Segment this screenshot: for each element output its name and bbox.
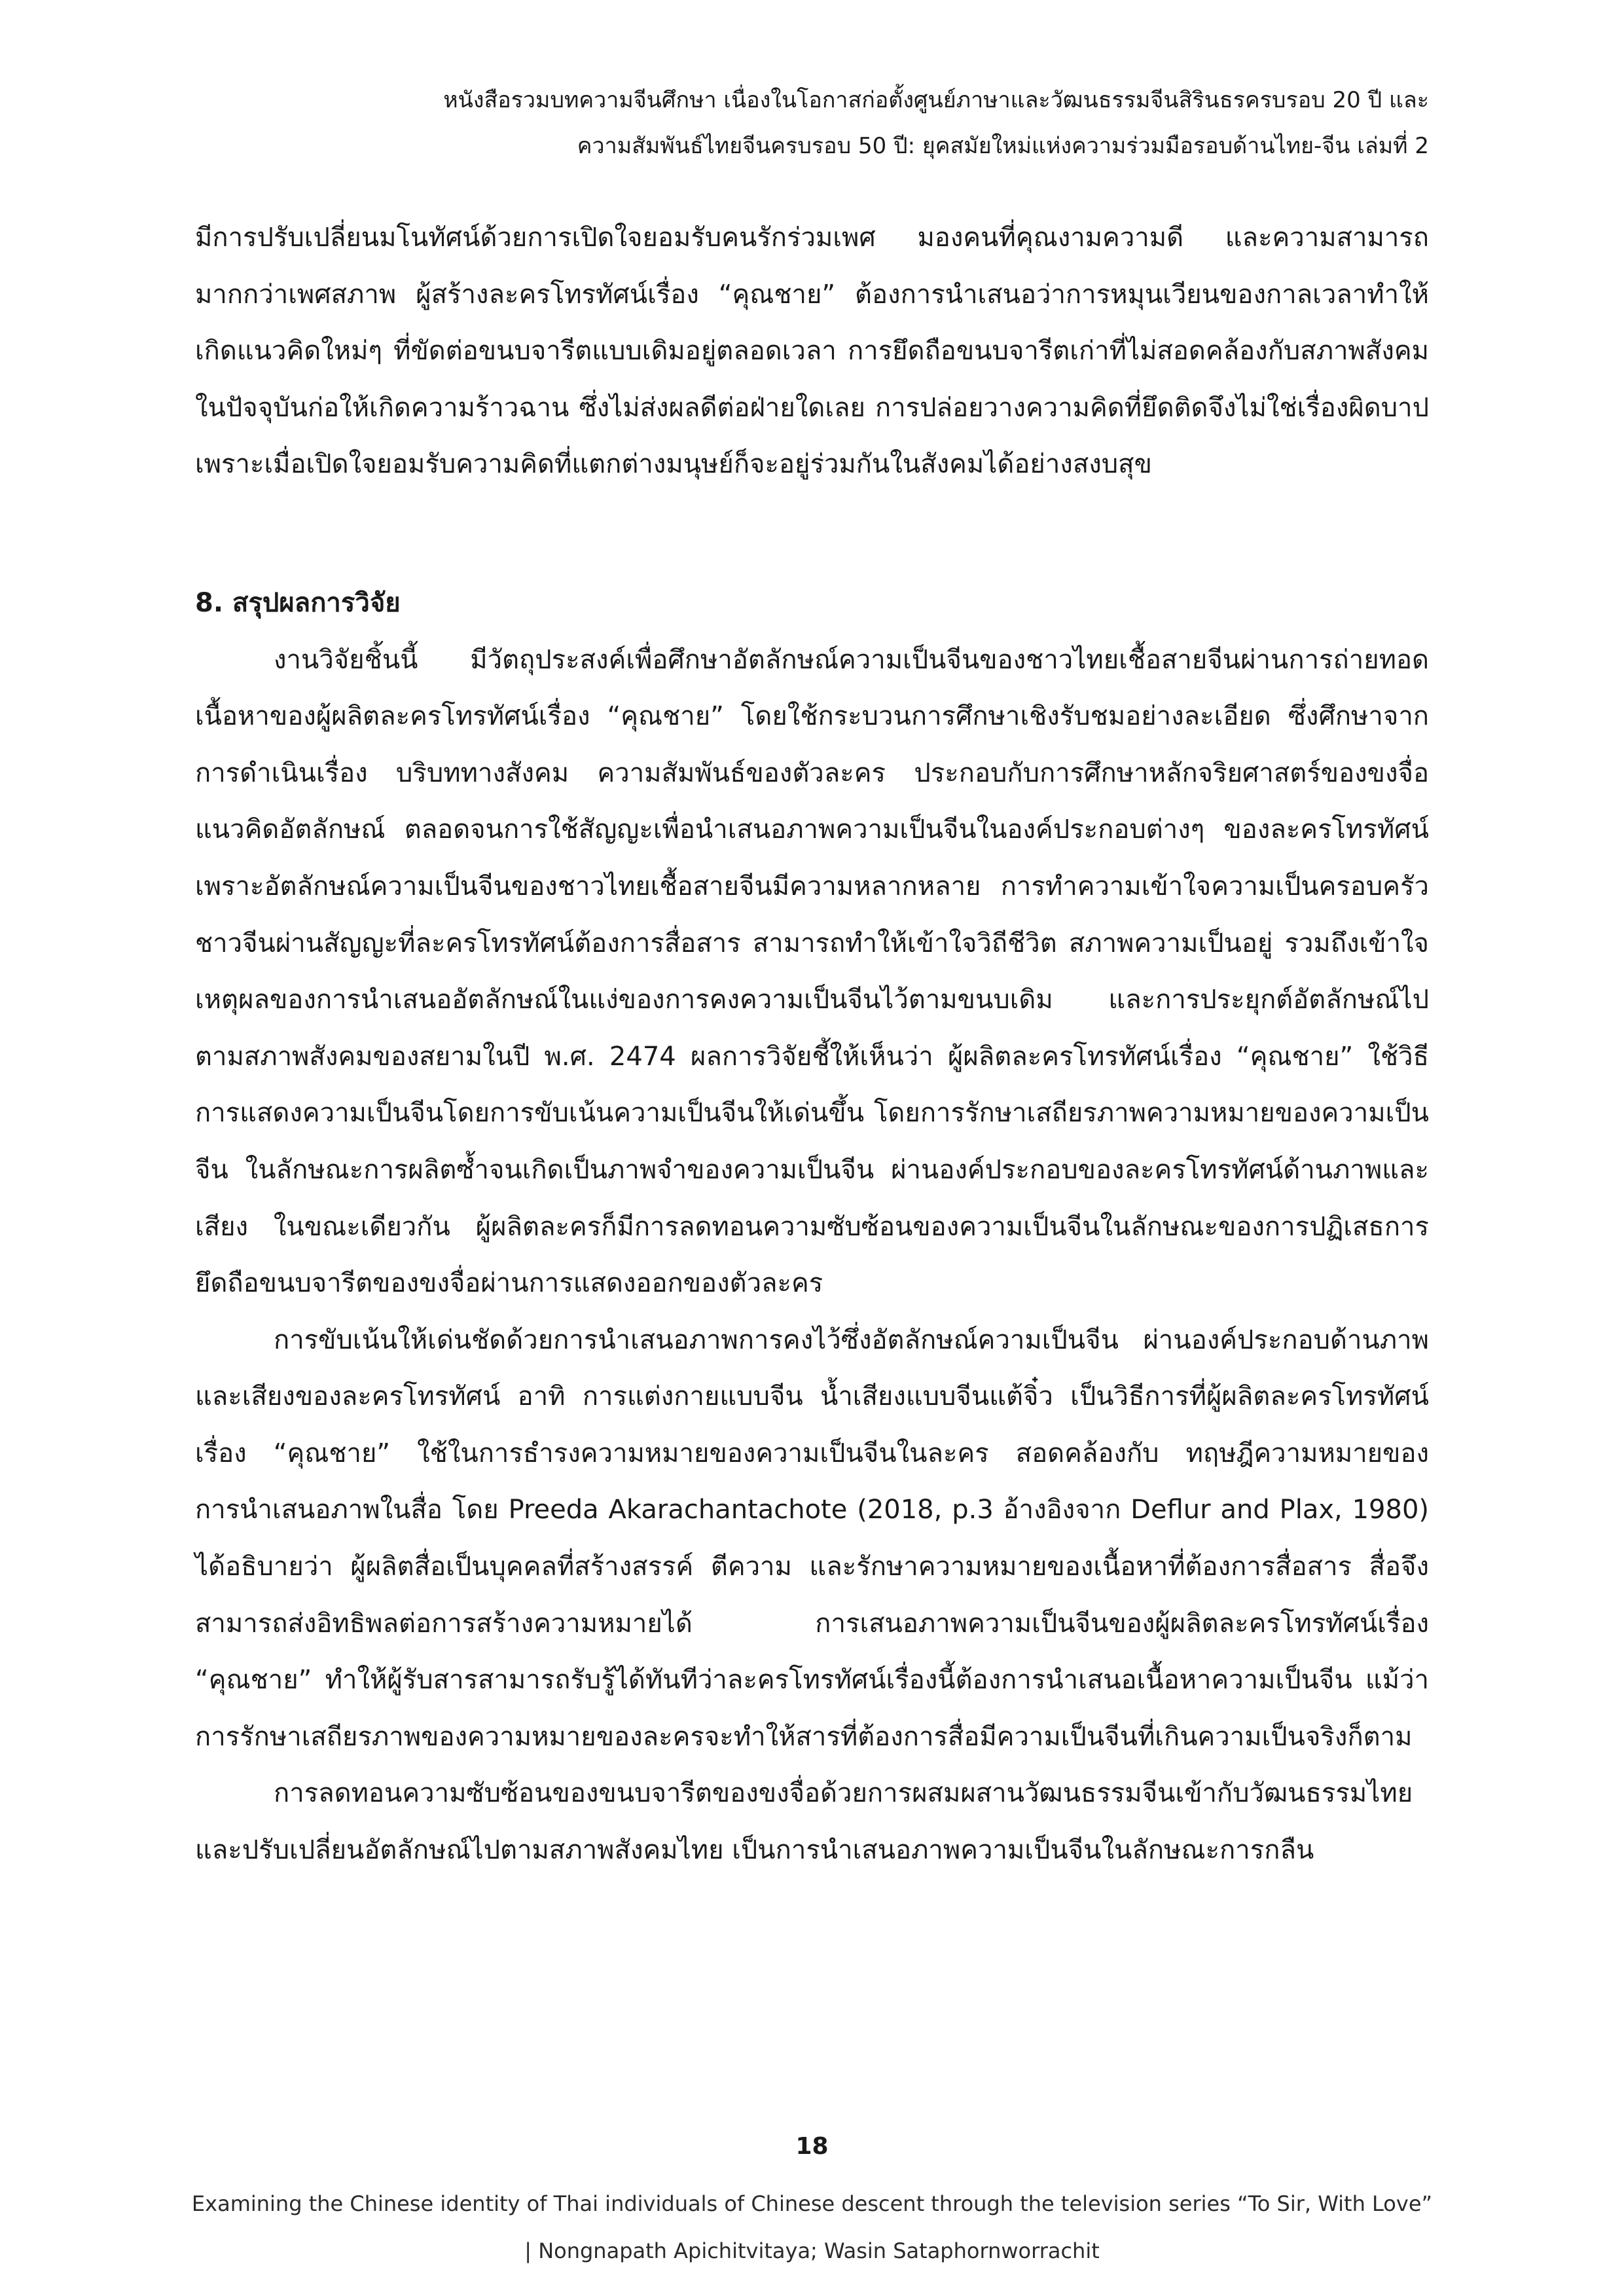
footer-citation-line-1: Examining the Chinese identity of Thai individuals of Chinese descent through the television series “To Sir, With Love”: [191, 2191, 1433, 2216]
running-header: [153, 77, 1429, 169]
running-header-line-2: ความสัมพันธ์ไทยจีนครบรอบ 50 ปี: ยุคสมัยใหม่แห่งความร่วมมือรอบด้านไทย-จีน เล่มที่ 2: [577, 133, 1429, 159]
paragraph-2: การขับเน้นให้เด่นชัดด้วยการนำเสนอภาพการคงไว้ซึ่งอัตลักษณ์ความเป็นจีน ผ่านองค์ประกอบด้านภาพและเสียงของละครโทรทัศน์ อาทิ การแต่งกายแบบจีน น้ำเสียงแบบจีนแต้จิ๋ว เป็นวิธีการที่ผู้ผลิตละครโทรทัศน์เรื่อง “คุณชาย” ใช้ในการธำรงความหมายของความเป็นจีนในละคร สอดคล้องกับ ทฤษฎีความหมายของการนำเสนอภาพในสื่อ โดย Preeda Akarachantachote (2018, p.3 อ้างอิงจาก Deflur and Plax, 1980) ได้อธิบายว่า ผู้ผลิตสื่อเป็นบุคคลที่สร้างสรรค์ ตีความ และรักษาความหมายของเนื้อหาที่ต้องการสื่อสาร สื่อจึงสามารถส่งอิทธิพลต่อการสร้างความหมายได้ การเสนอภาพความเป็นจีนของผู้ผลิตละครโทรทัศน์เรื่อง “คุณชาย” ทำให้ผู้รับสารสามารถรับรู้ได้ทันทีว่าละครโทรทัศน์เรื่องนี้ต้องการนำเสนอเนื้อหาความเป็นจีน แม้ว่าการรักษาเสถียรภาพของความหมายของละครจะทำให้สารที่ต้องการสื่อมีความเป็นจีนที่เกินความเป็นจริงก็ตาม: [195, 1324, 1429, 1752]
running-header-line-1: หนังสือรวมบทความจีนศึกษา เนื่องในโอกาสก่อตั้งศูนย์ภาษาและวัฒนธรรมจีนสิรินธรครบรอบ 20 ปี และ: [443, 87, 1429, 113]
paragraph-3: การลดทอนความซับซ้อนของขนบจารีตของขงจื่อด้วยการผสมผสานวัฒนธรรมจีนเข้ากับวัฒนธรรมไทย และปรับเปลี่ยนอัตลักษณ์ไปตามสภาพสังคมไทย เป็นการนำเสนอภาพความเป็นจีนในลักษณะการกลืน: [195, 1778, 1413, 1866]
paragraph-1: งานวิจัยชิ้นนี้ มีวัตถุประสงค์เพื่อศึกษาอัตลักษณ์ความเป็นจีนของชาวไทยเชื้อสายจีนผ่านการถ่ายทอดเนื้อหาของผู้ผลิตละครโทรทัศน์เรื่อง “คุณชาย” โดยใช้กระบวนการศึกษาเชิงรับชมอย่างละเอียด ซึ่งศึกษาจากการดำเนินเรื่อง บริบททางสังคม ความสัมพันธ์ของตัวละคร ประกอบกับการศึกษาหลักจริยศาสตร์ของขงจื่อ แนวคิดอัตลักษณ์ ตลอดจนการใช้สัญญะเพื่อนำเสนอภาพความเป็นจีนในองค์ประกอบต่างๆ ของละครโทรทัศน์ เพราะอัตลักษณ์ความเป็นจีนของชาวไทยเชื้อสายจีนมีความหลากหลาย การทำความเข้าใจความเป็นครอบครัวชาวจีนผ่านสัญญะที่ละครโทรทัศน์ต้องการสื่อสาร สามารถทำให้เข้าใจวิถีชีวิต สภาพความเป็นอยู่ รวมถึงเข้าใจเหตุผลของการนำเสนออัตลักษณ์ในแง่ของการคงความเป็นจีนไว้ตามขนบเดิม และการประยุกต์อัตลักษณ์ไปตามสภาพสังคมของสยามในปี พ.ศ. 2474 ผลการวิจัยชี้ให้เห็นว่า ผู้ผลิตละครโทรทัศน์เรื่อง “คุณชาย” ใช้วิธีการแสดงความเป็นจีนโดยการขับเน้นความเป็นจีนให้เด่นขึ้น โดยการรักษาเสถียรภาพความหมายของความเป็นจีน ในลักษณะการผลิตซ้ำจนเกิดเป็นภาพจำของความเป็นจีน ผ่านองค์ประกอบของละครโทรทัศน์ด้านภาพและเสียง ในขณะเดียวกัน ผู้ผลิตละครก็มีการลดทอนความซับซ้อนของความเป็นจีนในลักษณะของการปฏิเสธการยึดถือขนบจารีตของขงจื่อผ่านการแสดงออกของตัวละคร: [195, 644, 1429, 1299]
footer-citation: [0, 2180, 1624, 2274]
intro-paragraph: มีการปรับเปลี่ยนมโนทัศน์ด้วยการเปิดใจยอมรับคนรักร่วมเพศ มองคนที่คุณงามความดี และความสามารถมากกว่าเพศสภาพ ผู้สร้างละครโทรทัศน์เรื่อง “คุณชาย” ต้องการนำเสนอว่าการหมุนเวียนของกาลเวลาทำให้เกิดแนวคิดใหม่ๆ ที่ขัดต่อขนบจารีตแบบเดิมอยู่ตลอดเวลา การยึดถือขนบจารีตเก่าที่ไม่สอดคล้องกับสภาพสังคมในปัจจุบันก่อให้เกิดความร้าวฉาน ซึ่งไม่ส่งผลดีต่อฝ่ายใดเลย การปล่อยวางความคิดที่ยึดติดจึงไม่ใช่เรื่องผิดบาป เพราะเมื่อเปิดใจยอมรับความคิดที่แตกต่างมนุษย์ก็จะอยู่ร่วมกันในสังคมได้อย่างสงบสุข: [195, 223, 1429, 480]
page-number: 18: [795, 2133, 829, 2160]
footer-citation-line-2: | Nongnapath Apichitvitaya; Wasin Sataphornworrachit: [524, 2238, 1100, 2263]
body-text: [195, 210, 1429, 1879]
section-heading: 8. สรุปผลการวิจัย: [195, 587, 401, 618]
